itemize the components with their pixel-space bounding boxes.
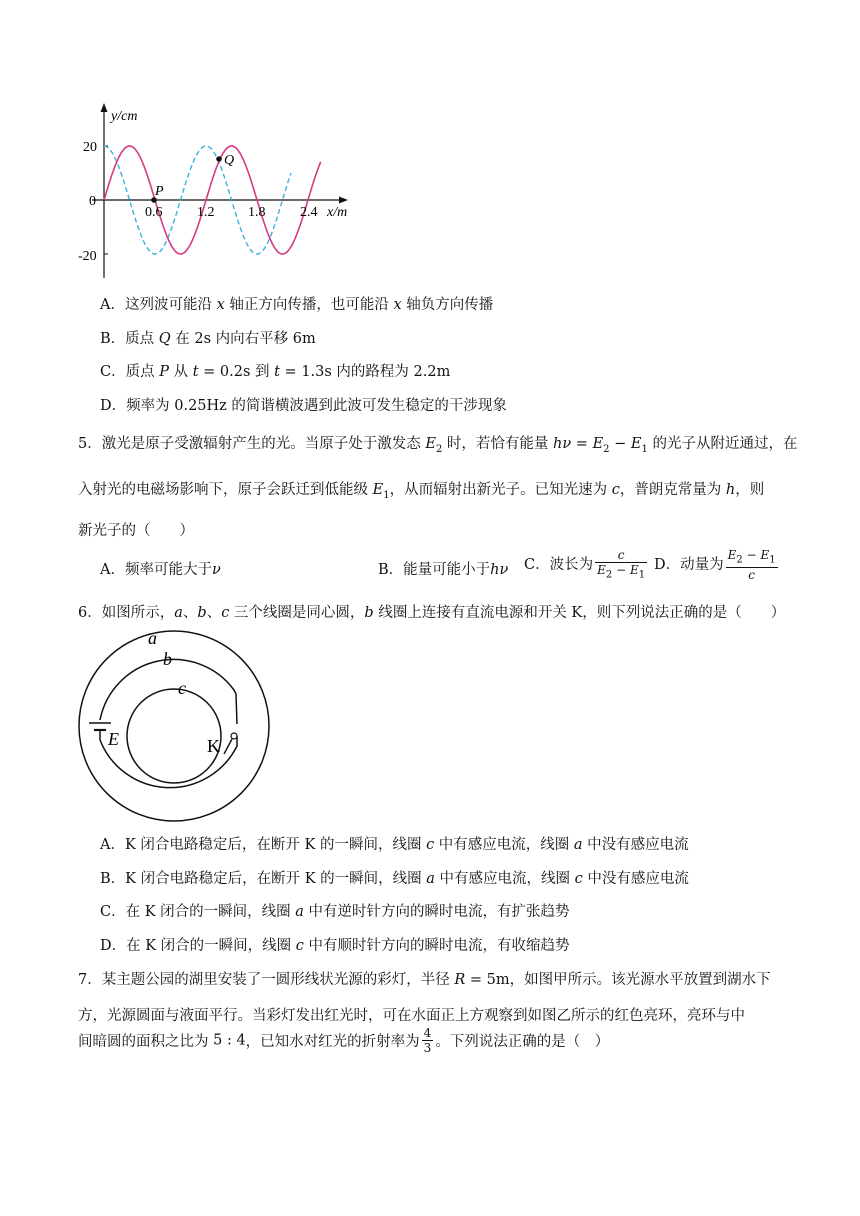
q4-option-d[interactable]: D．频率为 0.25Hz 的简谐横波遇到此波可发生稳定的干涉现象 [100, 398, 507, 414]
q6-option-c[interactable]: C．在 K 闭合的一瞬间，线圈 a 中有逆时针方向的瞬时电流，有扩张趋势 [100, 904, 570, 920]
wave-graph [70, 100, 370, 285]
point-q-label: Q [224, 153, 235, 168]
x-tick-1.2: 1.2 [197, 205, 215, 220]
coil-a-label: a [148, 628, 157, 648]
x-axis-label: x/m [327, 205, 348, 220]
switch-k-pivot [231, 733, 237, 739]
q5-stem-line3: 新光子的（ ） [78, 523, 194, 539]
q6-option-a[interactable]: A．K 闭合电路稳定后，在断开 K 的一瞬间，线圈 c 中有感应电流，线圈 a 中没有感应电流 [100, 837, 689, 853]
x-tick-2.4: 2.4 [300, 205, 318, 220]
y-tick-0: 0 [89, 194, 96, 209]
coil-diagram [74, 624, 274, 824]
q5-option-a[interactable]: A．频率可能大于ν [100, 562, 221, 578]
q7-stem-line1: 7．某主题公园的湖里安装了一圆形线状光源的彩灯，半径 R = 5m，如图甲所示。该光源水平放置到湖水下 [78, 972, 771, 988]
q7-stem-line3: 间暗圆的面积之比为 5 : 4，已知水对红光的折射率为 $\frac{4}{3}$ 。下列说法正确的是（ ） [78, 1026, 610, 1055]
q6-option-d[interactable]: D．在 K 闭合的一瞬间，线圈 c 中有顺时针方向的瞬时电流，有收缩趋势 [100, 938, 570, 954]
q5-option-d[interactable]: D．动量为 $\frac{E_2 - E_1}{c}$ [654, 548, 776, 583]
point-p-label: P [155, 184, 164, 199]
q5-stem-line1: 5．激光是原子受激辐射产生的光。当原子处于激发态 $E_2$ 时，若恰有能量 $h\nu = E_2 - E_1$ 的光子从附近通过，在 [78, 436, 798, 455]
point-q-dot [216, 156, 222, 162]
x-axis-arrow [339, 197, 348, 204]
coil-b-label: b [163, 649, 172, 669]
q6-stem: 6．如图所示，a、b、c 三个线圈是同心圆，b 线圈上连接有直流电源和开关 K，则下列说法正确的是（ ） [78, 605, 786, 621]
q5-stem-line2: 入射光的电磁场影响下，原子会跃迁到低能级 $E_1$，从而辐射出新光子。已知光速为 c，普朗克常量为 h，则 [78, 482, 765, 501]
battery-e-label: E [108, 729, 119, 749]
q5-option-c[interactable]: C．波长为 $\frac{c}{E_2 - E_1}$ [524, 548, 646, 581]
y-tick-20: 20 [83, 140, 97, 155]
q7-stem-line2: 方，光源圆面与液面平行。当彩灯发出红光时，可在水面正上方观察到如图乙所示的红色亮环，亮环与中 [78, 1008, 745, 1024]
q4-option-c[interactable]: C．质点 P 从 t = 0.2s 到 t = 1.3s 内的路程为 2.2m [100, 364, 451, 380]
y-axis-label: y/cm [111, 109, 138, 124]
q4-option-a[interactable]: A．这列波可能沿 x 轴正方向传播，也可能沿 x 轴负方向传播 [100, 297, 494, 313]
y-tick-neg20: -20 [78, 249, 97, 264]
x-tick-1.8: 1.8 [248, 205, 266, 220]
switch-k-label: K [207, 736, 220, 756]
y-axis-arrow [101, 103, 108, 112]
q4-option-b[interactable]: B．质点 Q 在 2s 内向右平移 6m [100, 331, 316, 347]
switch-k-lever [224, 739, 232, 754]
q5-option-b[interactable]: B．能量可能小于hν [378, 562, 509, 578]
q6-option-b[interactable]: B．K 闭合电路稳定后，在断开 K 的一瞬间，线圈 a 中有感应电流，线圈 c 中没有感应电流 [100, 871, 689, 887]
x-tick-0.6: 0.6 [145, 205, 163, 220]
coil-c-label: c [178, 678, 186, 698]
